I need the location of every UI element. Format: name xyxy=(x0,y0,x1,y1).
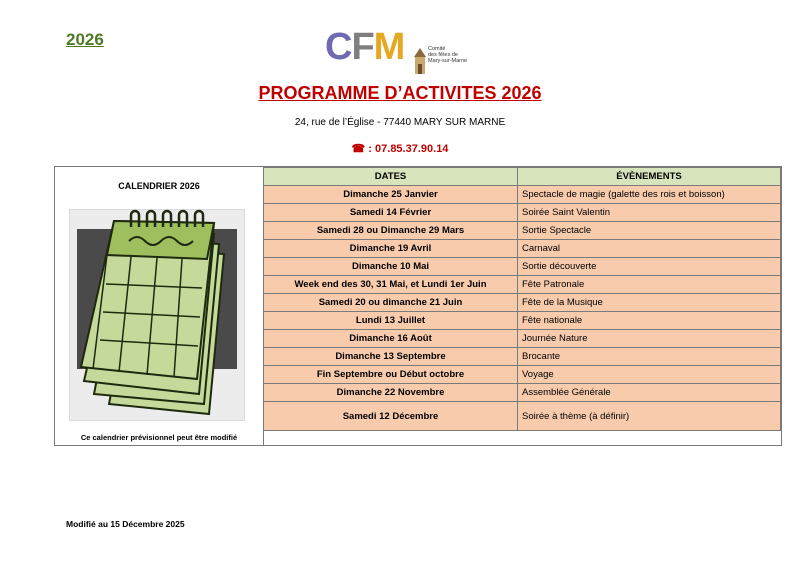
row-date: Dimanche 19 Avril xyxy=(264,240,518,258)
header-dates: DATES xyxy=(264,168,518,186)
logo-wordmark: CFM xyxy=(325,26,405,68)
modified-date: Modifié au 15 Décembre 2025 xyxy=(66,519,185,529)
row-date: Lundi 13 Juillet xyxy=(264,312,518,330)
row-event: Soirée à thème (à définir) xyxy=(518,402,781,431)
calendar-note: Ce calendrier prévisionnel peut être modifié xyxy=(80,433,238,442)
address: 24, rue de l’Église - 77440 MARY SUR MARNE xyxy=(294,117,506,128)
logo-subtext: Comité des fêtes de Mary-sur-Marne xyxy=(428,46,468,64)
header-events: ÉVÈNEMENTS xyxy=(518,168,781,186)
row-date: Dimanche 10 Mai xyxy=(264,258,518,276)
table-row xyxy=(264,402,781,431)
program-container xyxy=(54,166,782,446)
row-event: Fête de la Musique xyxy=(518,294,781,312)
row-date: Dimanche 16 Août xyxy=(264,330,518,348)
row-event: Sortie Spectacle xyxy=(518,222,781,240)
table-row xyxy=(264,384,781,402)
table-row xyxy=(264,186,781,204)
calendar-panel xyxy=(55,167,264,445)
row-date: Fin Septembre ou Début octobre xyxy=(264,366,518,384)
row-event: Journée Nature xyxy=(518,330,781,348)
table-row xyxy=(264,204,781,222)
table-row xyxy=(264,222,781,240)
row-date: Dimanche 13 Septembre xyxy=(264,348,518,366)
row-event: Sortie découverte xyxy=(518,258,781,276)
row-event: Spectacle de magie (galette des rois et boisson) xyxy=(518,186,781,204)
page-title: PROGRAMME D’ACTIVITES 2026 xyxy=(258,83,542,103)
table-row xyxy=(264,240,781,258)
table-header-row xyxy=(264,168,781,186)
row-date: Week end des 30, 31 Mai, et Lundi 1er Juin xyxy=(264,276,518,294)
row-event: Brocante xyxy=(518,348,781,366)
table-row xyxy=(264,330,781,348)
row-event: Carnaval xyxy=(518,240,781,258)
row-event: Assemblée Générale xyxy=(518,384,781,402)
calendar-title: CALENDRIER 2026 xyxy=(118,181,200,191)
church-icon xyxy=(413,48,427,74)
year-heading: 2026 xyxy=(66,30,104,49)
row-date: Dimanche 22 Novembre xyxy=(264,384,518,402)
table-row xyxy=(264,294,781,312)
row-date: Samedi 12 Décembre xyxy=(264,402,518,431)
row-event: Soirée Saint Valentin xyxy=(518,204,781,222)
calendar-icon xyxy=(69,209,245,421)
cfm-logo xyxy=(325,26,470,78)
row-event: Fête Patronale xyxy=(518,276,781,294)
row-event: Fête nationale xyxy=(518,312,781,330)
row-date: Samedi 20 ou dimanche 21 Juin xyxy=(264,294,518,312)
row-date: Samedi 14 Février xyxy=(264,204,518,222)
table-row xyxy=(264,258,781,276)
table-row xyxy=(264,276,781,294)
row-date: Dimanche 25 Janvier xyxy=(264,186,518,204)
phone-number: ☎ : 07.85.37.90.14 xyxy=(351,143,449,155)
table-row xyxy=(264,366,781,384)
row-event: Voyage xyxy=(518,366,781,384)
table-row xyxy=(264,348,781,366)
table-row xyxy=(264,312,781,330)
row-date: Samedi 28 ou Dimanche 29 Mars xyxy=(264,222,518,240)
program-table xyxy=(263,167,781,431)
